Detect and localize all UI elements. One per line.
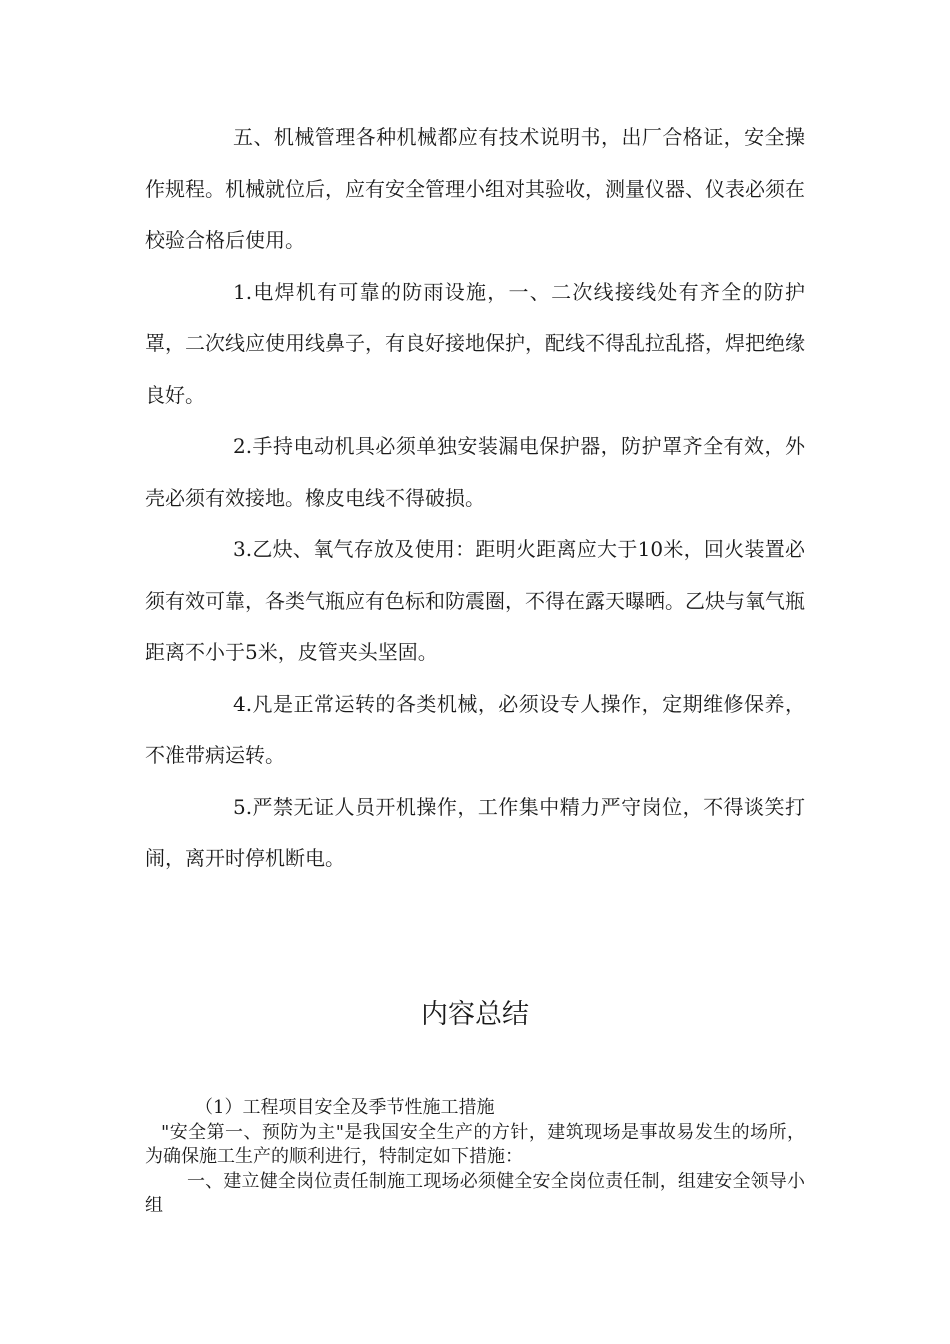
paragraph-welding-machine: 1.电焊机有可靠的防雨设施，一、二次线接线处有齐全的防护罩，二次线应使用线鼻子，有良好接地保护，配线不得乱拉乱搭，焊把绝缘良好。	[145, 279, 805, 407]
summary-line-responsibility: 一、建立健全岗位责任制施工现场必须健全安全岗位责任制，组建安全领导小组	[145, 1170, 805, 1216]
summary-body	[145, 1096, 805, 1219]
paragraph-handheld-tools: 2.手持电动机具必须单独安装漏电保护器，防护罩齐全有效，外壳必须有效接地。橡皮电线不得破损。	[145, 434, 805, 510]
summary-title: 内容总结	[421, 999, 529, 1030]
summary-line-heading: （1）工程项目安全及季节性施工措施	[195, 1097, 495, 1118]
paragraph-machine-operation: 4.凡是正常运转的各类机械，必须设专人操作，定期维修保养，不准带病运转。	[145, 691, 805, 767]
paragraph-acetylene-oxygen: 3.乙炔、氧气存放及使用：距明火距离应大于10米，回火装置必须有效可靠，各类气瓶应有色标和防震圈，不得在露天曝晒。乙炔与氧气瓶距离不小于5米，皮管夹头坚固。	[145, 537, 805, 664]
paragraph-licensed-operators: 5.严禁无证人员开机操作，工作集中精力严守岗位，不得谈笑打闹，离开时停机断电。	[145, 794, 805, 870]
paragraph-machinery-management: 五、机械管理各种机械都应有技术说明书，出厂合格证，安全操作规程。机械就位后，应有安全管理小组对其验收，测量仪器、仪表必须在校验合格后使用。	[145, 125, 805, 252]
summary-line-policy: "安全第一、预防为主"是我国安全生产的方针，建筑现场是事故易发生的场所，为确保施工生产的顺利进行，特制定如下措施：	[145, 1121, 805, 1167]
document-body	[145, 112, 805, 885]
